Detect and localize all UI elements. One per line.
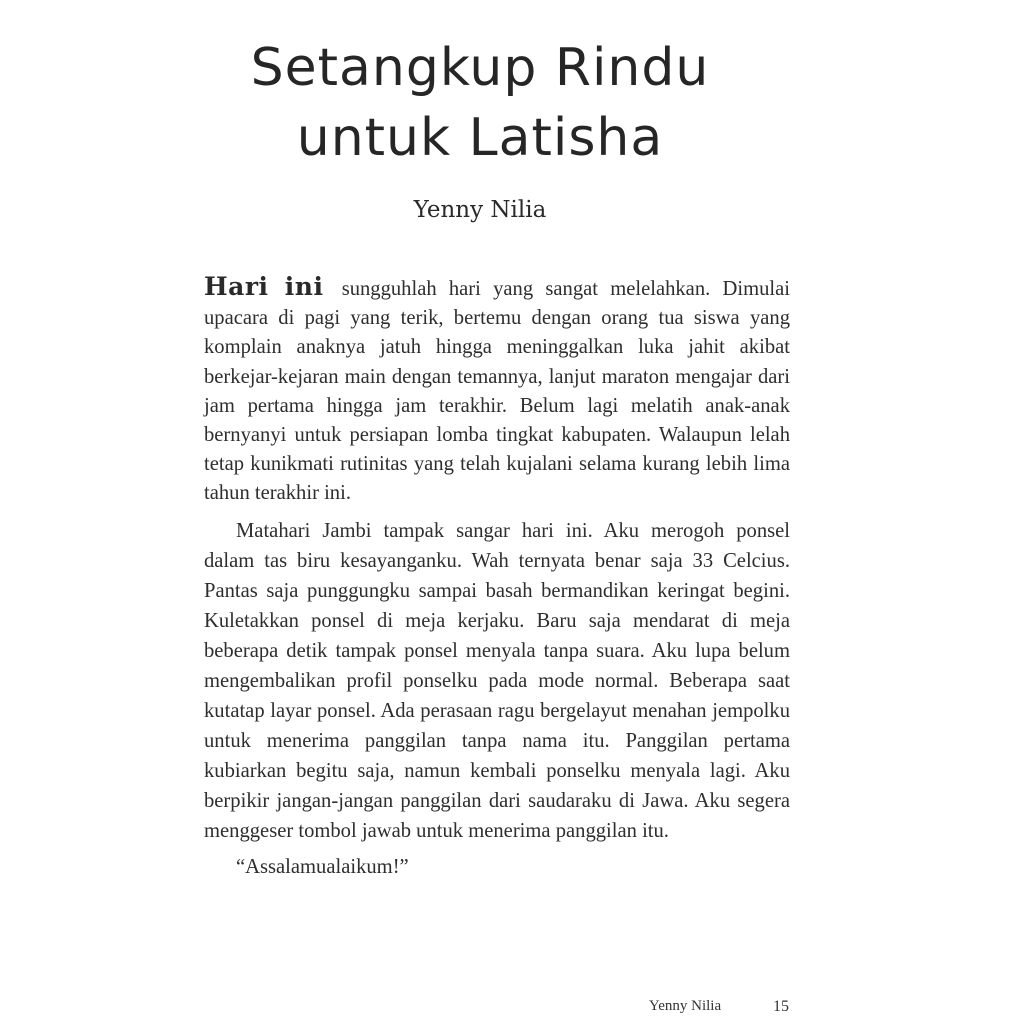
chapter-author: Yenny Nilia (413, 197, 547, 223)
paragraph-1-text: sungguhlah hari yang sangat melelahkan. Dimulai upacara di pagi yang terik, bertemu dengan orang tua siswa yang komplain anaknya jatuh hingga meninggalkan luka jahit akibat berkejar-kejaran main dengan temannya, lanjut maraton mengajar dari jam pertama hingga jam terakhir. Belum lagi melatih anak-anak bernyanyi untuk persiapan lomba tingkat kabupaten. Walaupun lelah tetap kunikmati rutinitas yang telah kujalani selama kurang lebih lima tahun terakhir ini. (204, 278, 790, 505)
chapter-body (204, 272, 790, 882)
lead-in-text: Hari ini (204, 272, 324, 301)
page-number: 15 (773, 998, 789, 1015)
footer-author: Yenny Nilia (648, 998, 722, 1014)
paragraph-2: Matahari Jambi tampak sangar hari ini. Aku merogoh ponsel dalam tas biru kesayanganku. Wah ternyata benar saja 33 Celcius. Pantas saja punggungku sampai basah bermandikan keringat begini. Kuletakkan ponsel di meja kerjaku. Baru saja mendarat di meja beberapa detik tampak ponsel menyala tanpa suara. Aku lupa belum mengembalikan profil ponselku pada mode normal. Beberapa saat kutatap layar ponsel. Ada perasaan ragu bergelayut menahan jempolku untuk menerima panggilan tanpa nama itu. Panggilan pertama kubiarkan begitu saja, namun kembali ponselku menyala lagi. Aku berpikir jangan-jangan panggilan dari saudaraku di Jawa. Aku segera menggeser tombol jawab untuk menerima panggilan itu. (204, 519, 790, 842)
paragraph-3: “Assalamualaikum!” (236, 855, 409, 878)
paragraph-1 (204, 272, 790, 509)
chapter-title-line-1: Setangkup Rindu (250, 38, 710, 98)
chapter-title-line-2: untuk Latisha (296, 108, 664, 168)
